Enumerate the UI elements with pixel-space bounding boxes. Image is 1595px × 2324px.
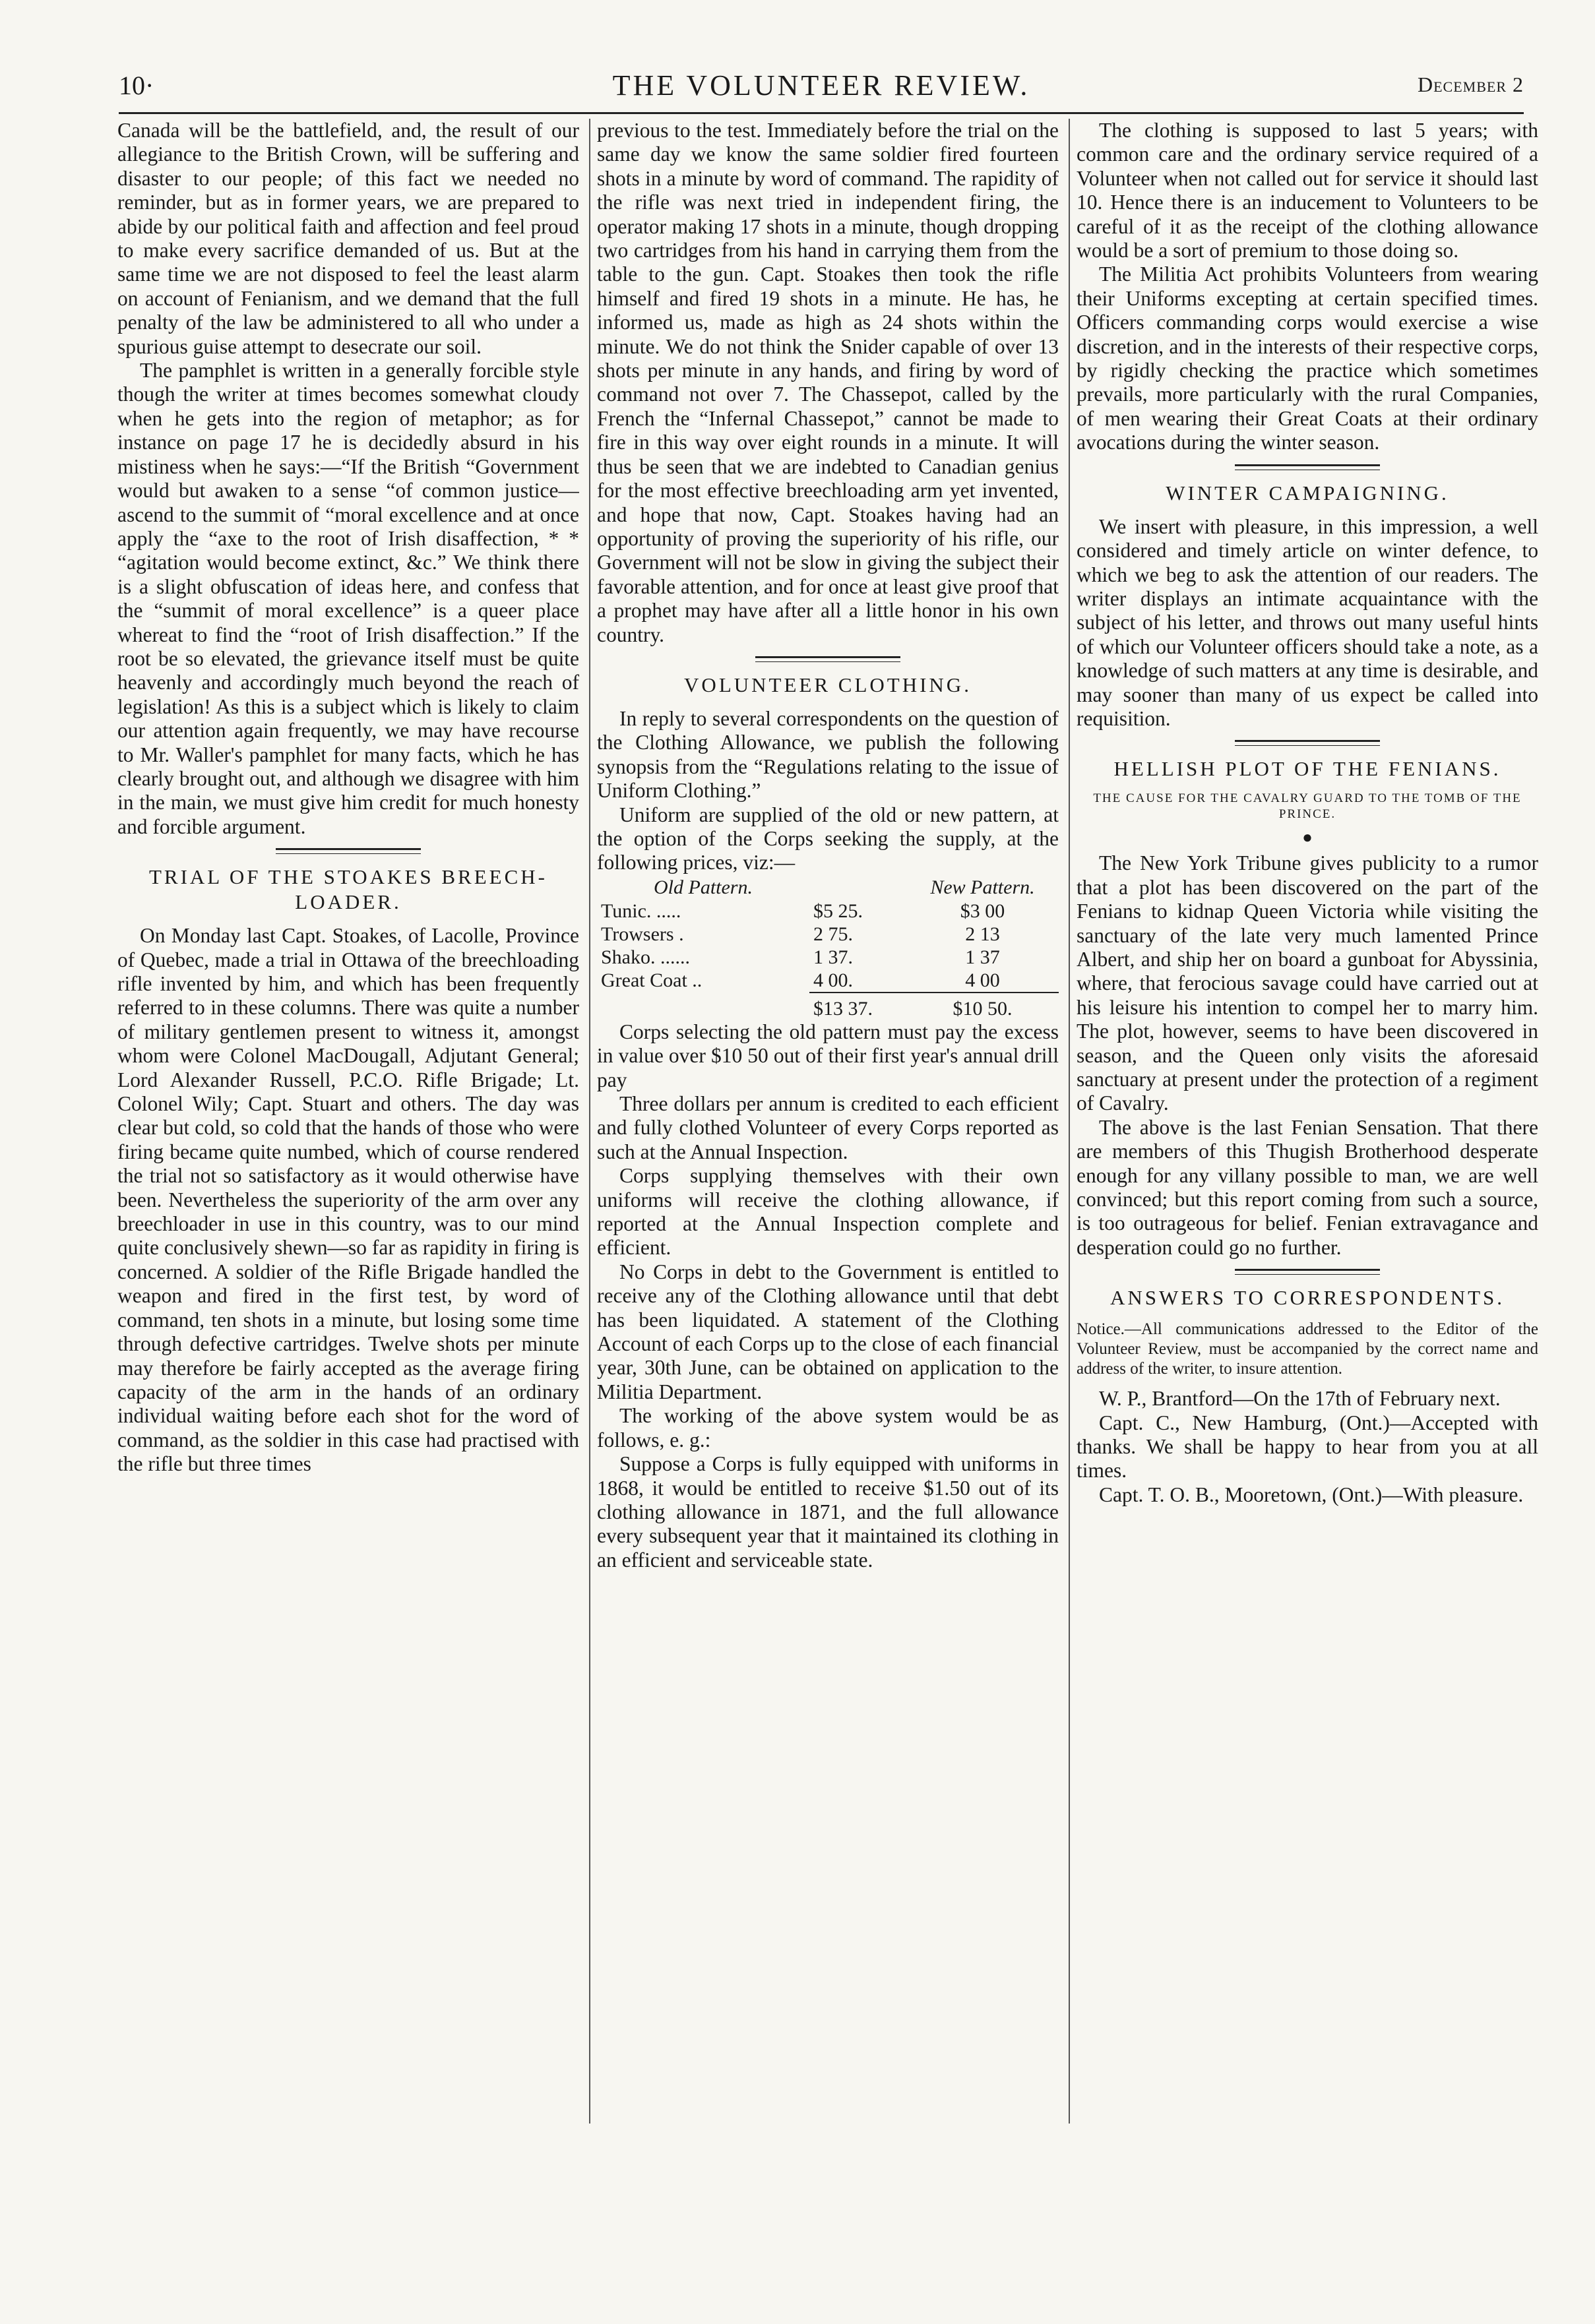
paragraph: The pamphlet is written in a generally forcible style though the writer at times becomes somewhat cloudy when he gets into the region of metaphor; as for instance on page 17 he is decidedly absurd in his mistiness when he says:—“If the British “Government would but awaken to a sense “of common justice—ascend to the summit of “moral excellence and at once apply the “axe to the root of Irish disaffection, * * “agitation would become extinct, &c.” We think there is a slight obfuscation of ideas here, and confess that the “summit of moral excellence” is a queer place whereat to find the “root of Irish disaffection.” If the root be so elevated, the grievance itself must be quite heavenly and accordingly much beyond the reach of legislation! As this is a subject which is likely to claim our attention again frequently, we may have recourse to Mr. Waller's pamphlet for many facts, which he has clearly brought out, and although we disagree with him in the main, we must give him credit for much honesty and forcible argument. — [117, 359, 579, 838]
column-header-old: Old Pattern. — [654, 876, 753, 898]
price-table — [597, 875, 1059, 1020]
paragraph: The New York Tribune gives publicity to a rumor that a plot has been discovered on the part of the Fenians to kidnap Queen Victoria while visiting the sanctuary of the late very much lamented Prince Albert, and ship her on board a gunboat for Abyssinia, where, that ferocious savage could have carried out at his leisure his intention to compel her to marry him. The plot, however, seems to have been discovered in season, and the Queen only visits the aforesaid sanctuary at present under the protection of a regiment of Cavalry. — [1077, 851, 1538, 1115]
paragraph: On Monday last Capt. Stoakes, of Lacolle, Province of Quebec, made a trial in Ottawa of the breechloading rifle invented by him, and which has been frequently referred to in these columns. There was quite a number of military gentlemen present to witness it, amongst whom were Colonel MacDougall, Adjutant General; Lord Alexander Russell, P.C.O. Rifle Brigade; Lt. Colonel Wily; Capt. Stuart and others. The day was clear but cold, so cold that the hands of those who were firing became quite numbed, which of course rendered the trial not so satisfactory as it would otherwise have been. Nevertheless the superiority of the arm over any breechloader in use in this country, was to our mind quite conclusively shewn—so far as rapidity in firing is concerned. A soldier of the Rifle Brigade handled the weapon and fired in the first test, by word of command, ten shots in a minute, but losing some time through defective cartridges. Twelve shots per minute may therefore be fairly accepted as the average firing capacity of the arm in the hands of an ordinary individual waiting before each shot for the word of command, as the soldier in this case had practised with the rifle but three times — [117, 924, 579, 1476]
column-header-new: New Pattern. — [930, 876, 1035, 898]
column-divider — [1069, 119, 1070, 2124]
paragraph: The Militia Act prohibits Volunteers from wearing their Uniforms excepting at certain specified times. Officers commanding corps would exercise a wise discretion, and in the interests of their respective corps, by rigidly checking the practice which sometimes prevails, more particularly with the rural Companies, of men wearing their Great Coats at their ordinary avocations during the winter season. — [1077, 262, 1538, 454]
heading-clothing: VOLUNTEER CLOTHING. — [684, 673, 972, 696]
header-rule — [119, 112, 1524, 114]
total-old: $13 37. — [809, 993, 906, 1020]
paragraph: previous to the test. Immediately before the trial on the same day we know the same soldier fired fourteen shots in a minute by word of command. The rapidity of the rifle was next tried in independent firing, the operator making 17 shots in a minute, though dropping two cartridges from his hand in carrying them from the table to the gun. Capt. Stoakes then took the rifle himself and fired 19 shots in a minute. He has, he informed us, made as high as 24 shots within the minute. We do not think the Snider capable of over 13 shots per minute in any hands, and firing by word of command not over 7. The Chassepot, called by the French the “Infernal Chassepot,” cannot be made to fire in this way over eight rounds in a minute. It will thus be seen that we are indebted to Canadian genius for the most effective breechloading arm yet invented, and hope that now, Capt. Stoakes having had an opportunity of proving the superiority of his rifle, our Government will not be slow in giving the subject their favorable attention, and for once at least give proof that a prophet may have after all a little honor in his own country. — [597, 119, 1059, 646]
masthead — [119, 63, 1524, 116]
answer: Capt. C., New Hamburg, (Ont.)—Accepted with thanks. We shall be happy to hear from you at all times. — [1077, 1411, 1538, 1483]
page-number: 10· — [119, 71, 154, 100]
paragraph: We insert with pleasure, in this impression, a well considered and timely article on winter defence, to which we beg to ask the attention of our readers. The writer displays an intimate acquaintance with the subject of his letter, and throws out many useful hints of which our Volunteer officers should take a note, as a knowledge of such matters at any time is desirable, and may sooner than many of us expect be called into requisition. — [1077, 514, 1538, 730]
newspaper-title: THE VOLUNTEER REVIEW. — [612, 69, 1030, 102]
heading-plot: HELLISH PLOT OF THE FENIANS. — [1113, 757, 1501, 781]
paragraph: The clothing is supposed to last 5 years; with common care and the ordinary service required of a Volunteer when not called out for service it should last 10. Hence there is an inducement to Volunteers to be careful of it as the receipt of the clothing allowance would be a sort of premium to those doing so. — [1077, 119, 1538, 262]
heading-answers: ANSWERS TO CORRESPONDENTS. — [1110, 1286, 1505, 1310]
total-new: $10 50. — [906, 993, 1059, 1020]
section-rule — [755, 656, 900, 662]
price-table-header — [597, 875, 1059, 900]
section-rule — [1235, 1269, 1380, 1275]
paragraph: Three dollars per annum is credited to each efficient and fully clothed Volunteer of every Corps reported as such at the Annual Inspection. — [597, 1092, 1059, 1163]
table-row: Shako. ...... 1 37. 1 37 — [601, 946, 1000, 968]
heading-trial: TRIAL OF THE STOAKES BREECH-LOADER. — [148, 865, 547, 914]
paragraph: Canada will be the battlefield, and, the result of our allegiance to the British Crown, will be suffering and disaster to our people; of this fact we needed no reminder, but as in former years, we are prepared to abide by our political faith and affection and feel proud to make every sacrifice demanded of us. But at the same time we are not disposed to feel the least alarm on account of Fenianism, and we demand that the full penalty of the law be administered to all who under a spurious guise attempt to desecrate our soil. — [117, 119, 579, 358]
column-3 — [1077, 119, 1538, 2150]
table-row: Trowsers . 2 75. 2 13 — [601, 923, 1000, 945]
paragraph: The working of the above system would be as follows, e. g.: — [597, 1404, 1059, 1452]
paragraph: In reply to several correspondents on the question of the Clothing Allowance, we publish the following synopsis from the “Regulations relating to the issue of Uniform Clothing.” — [597, 706, 1059, 803]
paragraph: Corps selecting the old pattern must pay the excess in value over $10 50 out of their first year's annual drill pay — [597, 1020, 1059, 1091]
bullet-ornament: ● — [1302, 828, 1313, 847]
paragraph: Corps supplying themselves with their own uniforms will receive the clothing allowance, if reported at the Annual Inspection complete and efficient. — [597, 1164, 1059, 1260]
notice: Notice.—All communications addressed to the Editor of the Volunteer Review, must be accompanied by the correct name and address of the writer, to insure attention. — [1077, 1320, 1538, 1378]
answer: Capt. T. O. B., Mooretown, (Ont.)—With pleasure. — [1099, 1483, 1524, 1506]
paragraph: No Corps in debt to the Government is entitled to receive any of the Clothing allowance until that debt has been liquidated. A statement of the Clothing Account of each Corps up to the close of each financial year, 30th June, can be obtained on application to the Militia Department. — [597, 1260, 1059, 1403]
column-1 — [117, 119, 579, 2150]
section-rule — [1235, 464, 1380, 470]
table-row: Great Coat .. 4 00. 4 00 — [601, 969, 1000, 992]
paragraph: Suppose a Corps is fully equipped with uniforms in 1868, it would be entitled to receive $1.50 out of its clothing allowance in 1871, and the full allowance every subsequent year that it maintained its clothing in an efficient and serviceable state. — [597, 1452, 1059, 1572]
heading-winter: WINTER CAMPAIGNING. — [1166, 481, 1449, 505]
section-rule — [276, 848, 421, 854]
column-divider — [589, 119, 590, 2124]
table-row: Tunic. ..... $5 25. $3 00 — [601, 900, 1005, 922]
section-rule — [1235, 740, 1380, 746]
paragraph: The above is the last Fenian Sensation. That there are members of this Thugish Brotherhood desperate enough for any villany possible to man, we are well convinced; but this report coming from such a source, is too outrageous for belief. Fenian extravagance and desperation could go no further. — [1077, 1115, 1538, 1259]
paragraph: Uniform are supplied of the old or new pattern, at the option of the Corps seeking the supply, at the following prices, viz:— — [597, 803, 1059, 874]
subheading-plot: THE CAUSE FOR THE CAVALRY GUARD TO THE TOMB OF THE PRINCE. — [1093, 791, 1522, 822]
issue-date: December 2 — [1417, 73, 1524, 96]
column-2 — [597, 119, 1059, 2150]
table-total-row — [597, 993, 1059, 1020]
answer: W. P., Brantford—On the 17th of February next. — [1099, 1387, 1501, 1411]
